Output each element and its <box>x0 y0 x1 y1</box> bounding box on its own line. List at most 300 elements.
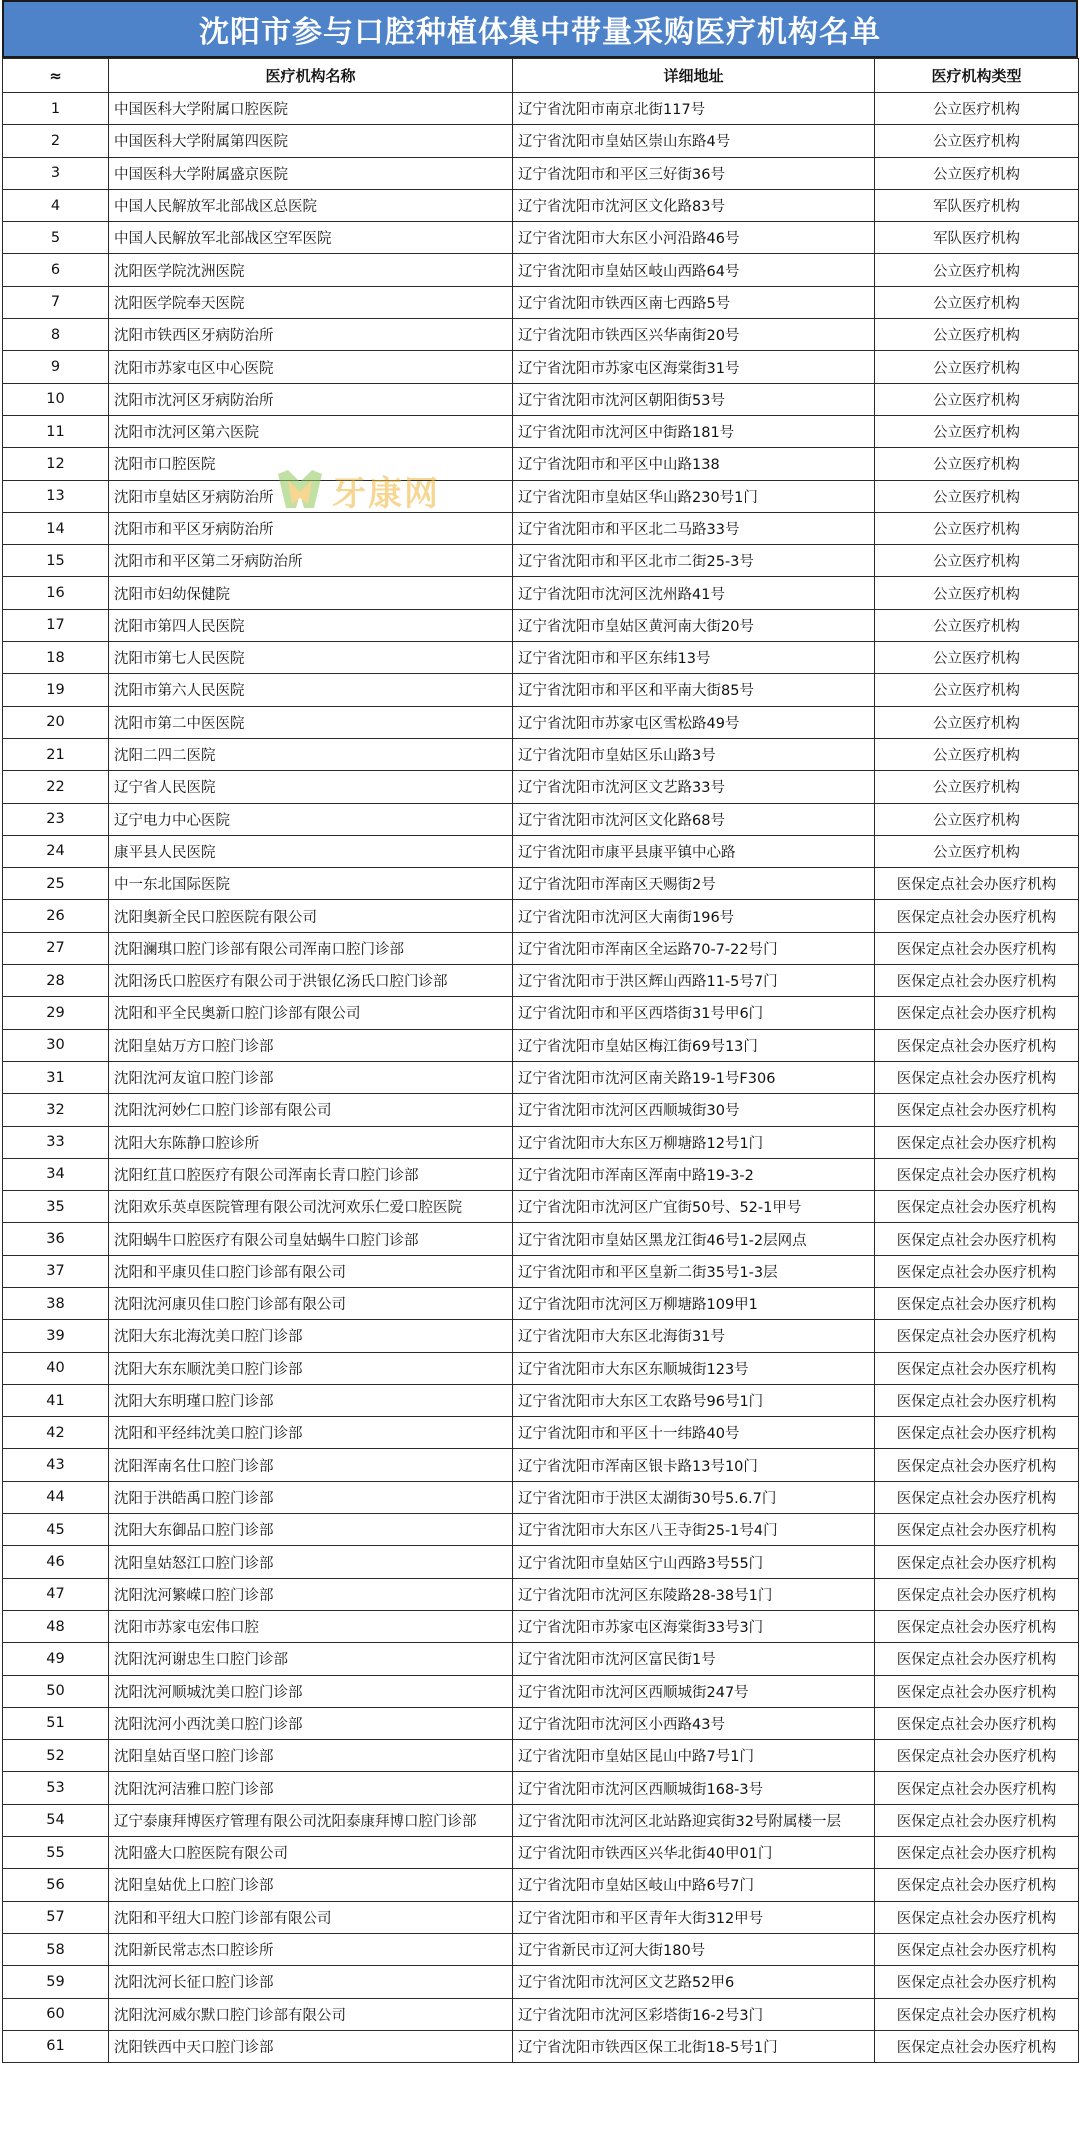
institution-name: 沈阳市第六人民医院 <box>109 674 513 706</box>
row-number: 32 <box>3 1094 109 1126</box>
row-number: 36 <box>3 1223 109 1255</box>
row-number: 1 <box>3 93 109 125</box>
row-number: 8 <box>3 319 109 351</box>
table-row <box>3 1223 1079 1255</box>
institution-name: 沈阳市第七人民医院 <box>109 642 513 674</box>
institution-type: 公立医疗机构 <box>875 738 1079 770</box>
institution-address: 辽宁省沈阳市沈河区西顺城街168-3号 <box>513 1772 875 1804</box>
table-row <box>3 1772 1079 1804</box>
institution-address: 辽宁省沈阳市大东区八王寺街25-1号4门 <box>513 1514 875 1546</box>
row-number: 47 <box>3 1578 109 1610</box>
institution-name: 沈阳市沈河区牙病防治所 <box>109 383 513 415</box>
institution-address: 辽宁省沈阳市沈河区广宜街50号、52-1甲号 <box>513 1191 875 1223</box>
institution-name: 中国医科大学附属第四医院 <box>109 125 513 157</box>
table-row <box>3 1514 1079 1546</box>
institution-type: 医保定点社会办医疗机构 <box>875 1449 1079 1481</box>
institution-type: 医保定点社会办医疗机构 <box>875 1061 1079 1093</box>
row-number: 57 <box>3 1901 109 1933</box>
institution-address: 辽宁省沈阳市皇姑区黄河南大街20号 <box>513 609 875 641</box>
institution-type: 医保定点社会办医疗机构 <box>875 1578 1079 1610</box>
institution-address: 辽宁省沈阳市皇姑区黑龙江街46号1-2层网点 <box>513 1223 875 1255</box>
institution-type: 公立医疗机构 <box>875 545 1079 577</box>
table-row <box>3 1061 1079 1093</box>
institution-type: 医保定点社会办医疗机构 <box>875 1029 1079 1061</box>
institution-type: 公立医疗机构 <box>875 448 1079 480</box>
row-number: 31 <box>3 1061 109 1093</box>
page-title: 沈阳市参与口腔种植体集中带量采购医疗机构名单 <box>2 0 1078 58</box>
institution-type: 医保定点社会办医疗机构 <box>875 1287 1079 1319</box>
table-row <box>3 157 1079 189</box>
institution-name: 康平县人民医院 <box>109 835 513 867</box>
table-row <box>3 1158 1079 1190</box>
table-row <box>3 254 1079 286</box>
row-number: 9 <box>3 351 109 383</box>
column-header-address: 详细地址 <box>513 59 875 93</box>
row-number: 52 <box>3 1740 109 1772</box>
row-number: 58 <box>3 1933 109 1965</box>
institution-address: 辽宁省沈阳市和平区三好街36号 <box>513 157 875 189</box>
table-row <box>3 1352 1079 1384</box>
table-row <box>3 900 1079 932</box>
institution-address: 辽宁省沈阳市浑南区银卡路13号10门 <box>513 1449 875 1481</box>
institution-address: 辽宁省沈阳市苏家屯区海棠街33号3门 <box>513 1610 875 1642</box>
row-number: 6 <box>3 254 109 286</box>
institution-type: 医保定点社会办医疗机构 <box>875 1546 1079 1578</box>
row-number: 29 <box>3 997 109 1029</box>
table-row <box>3 803 1079 835</box>
table-row <box>3 319 1079 351</box>
row-number: 53 <box>3 1772 109 1804</box>
table-row <box>3 1998 1079 2030</box>
row-number: 15 <box>3 545 109 577</box>
institution-name: 沈阳市第四人民医院 <box>109 609 513 641</box>
table-row <box>3 1707 1079 1739</box>
institution-type: 医保定点社会办医疗机构 <box>875 1384 1079 1416</box>
row-number: 16 <box>3 577 109 609</box>
row-number: 3 <box>3 157 109 189</box>
institution-name: 沈阳市皇姑区牙病防治所 <box>109 480 513 512</box>
institution-name: 沈阳大东明瑾口腔门诊部 <box>109 1384 513 1416</box>
institution-address: 辽宁省沈阳市浑南区天赐街2号 <box>513 868 875 900</box>
row-number: 10 <box>3 383 109 415</box>
row-number: 40 <box>3 1352 109 1384</box>
institution-type: 公立医疗机构 <box>875 674 1079 706</box>
table-row <box>3 868 1079 900</box>
institution-name: 沈阳浑南名仕口腔门诊部 <box>109 1449 513 1481</box>
institution-name: 沈阳大东御品口腔门诊部 <box>109 1514 513 1546</box>
institution-address: 辽宁省沈阳市皇姑区岐山西路64号 <box>513 254 875 286</box>
institution-address: 辽宁省沈阳市和平区北二马路33号 <box>513 512 875 544</box>
institution-name: 沈阳市苏家屯宏伟口腔 <box>109 1610 513 1642</box>
row-number: 14 <box>3 512 109 544</box>
institution-type: 公立医疗机构 <box>875 125 1079 157</box>
table-row <box>3 1320 1079 1352</box>
institution-type: 公立医疗机构 <box>875 157 1079 189</box>
institution-address: 辽宁省沈阳市于洪区辉山西路11-5号7门 <box>513 965 875 997</box>
institution-name: 沈阳沈河顺城沈美口腔门诊部 <box>109 1675 513 1707</box>
table-row <box>3 415 1079 447</box>
institution-address: 辽宁省沈阳市皇姑区岐山中路6号7门 <box>513 1869 875 1901</box>
column-header-name: 医疗机构名称 <box>109 59 513 93</box>
institution-name: 沈阳皇姑万方口腔门诊部 <box>109 1029 513 1061</box>
institution-type: 医保定点社会办医疗机构 <box>875 1481 1079 1513</box>
table-row <box>3 1901 1079 1933</box>
row-number: 60 <box>3 1998 109 2030</box>
table-row <box>3 1869 1079 1901</box>
institution-type: 医保定点社会办医疗机构 <box>875 1901 1079 1933</box>
table-row <box>3 674 1079 706</box>
institution-type: 医保定点社会办医疗机构 <box>875 2030 1079 2062</box>
institution-name: 沈阳皇姑优上口腔门诊部 <box>109 1869 513 1901</box>
institution-address: 辽宁省沈阳市沈河区文化路68号 <box>513 803 875 835</box>
institution-type: 医保定点社会办医疗机构 <box>875 932 1079 964</box>
column-header-type: 医疗机构类型 <box>875 59 1079 93</box>
institution-name: 沈阳沈河洁雅口腔门诊部 <box>109 1772 513 1804</box>
row-number: 35 <box>3 1191 109 1223</box>
row-number: 12 <box>3 448 109 480</box>
institution-type: 医保定点社会办医疗机构 <box>875 1514 1079 1546</box>
institution-address: 辽宁省沈阳市沈河区西顺城街30号 <box>513 1094 875 1126</box>
institution-type: 医保定点社会办医疗机构 <box>875 1320 1079 1352</box>
table-body <box>3 93 1079 2063</box>
table-row <box>3 932 1079 964</box>
institution-type: 公立医疗机构 <box>875 609 1079 641</box>
row-number: 26 <box>3 900 109 932</box>
institution-type: 医保定点社会办医疗机构 <box>875 1869 1079 1901</box>
table-row <box>3 997 1079 1029</box>
row-number: 7 <box>3 286 109 318</box>
institution-name: 沈阳市苏家屯区中心医院 <box>109 351 513 383</box>
institution-type: 军队医疗机构 <box>875 189 1079 221</box>
row-number: 11 <box>3 415 109 447</box>
table-row <box>3 1966 1079 1998</box>
row-number: 37 <box>3 1255 109 1287</box>
column-header-number: ≈ <box>3 59 109 93</box>
institution-name: 辽宁泰康拜博医疗管理有限公司沈阳泰康拜博口腔门诊部 <box>109 1804 513 1836</box>
table-row <box>3 706 1079 738</box>
institution-name: 中国医科大学附属盛京医院 <box>109 157 513 189</box>
institution-address: 辽宁省沈阳市和平区东纬13号 <box>513 642 875 674</box>
table-row <box>3 965 1079 997</box>
row-number: 42 <box>3 1417 109 1449</box>
institution-name: 沈阳于洪皓禹口腔门诊部 <box>109 1481 513 1513</box>
table-row <box>3 545 1079 577</box>
institution-address: 辽宁省新民市辽河大街180号 <box>513 1933 875 1965</box>
institution-address: 辽宁省沈阳市沈河区沈州路41号 <box>513 577 875 609</box>
table-row <box>3 1094 1079 1126</box>
row-number: 13 <box>3 480 109 512</box>
institution-address: 辽宁省沈阳市于洪区太湖街30号5.6.7门 <box>513 1481 875 1513</box>
header-row <box>3 59 1079 93</box>
institution-name: 沈阳大东陈静口腔诊所 <box>109 1126 513 1158</box>
row-number: 22 <box>3 771 109 803</box>
institution-name: 沈阳沈河康贝佳口腔门诊部有限公司 <box>109 1287 513 1319</box>
institution-name: 中国人民解放军北部战区空军医院 <box>109 222 513 254</box>
institution-type: 医保定点社会办医疗机构 <box>875 1158 1079 1190</box>
institution-type: 医保定点社会办医疗机构 <box>875 1837 1079 1869</box>
table-row <box>3 512 1079 544</box>
row-number: 39 <box>3 1320 109 1352</box>
institution-name: 沈阳市铁西区牙病防治所 <box>109 319 513 351</box>
table-row <box>3 480 1079 512</box>
institution-type: 医保定点社会办医疗机构 <box>875 1966 1079 1998</box>
institution-address: 辽宁省沈阳市皇姑区华山路230号1门 <box>513 480 875 512</box>
institution-name: 沈阳沈河友谊口腔门诊部 <box>109 1061 513 1093</box>
row-number: 54 <box>3 1804 109 1836</box>
table-row <box>3 1804 1079 1836</box>
institution-type: 公立医疗机构 <box>875 835 1079 867</box>
institution-name: 沈阳和平康贝佳口腔门诊部有限公司 <box>109 1255 513 1287</box>
institution-name: 沈阳市和平区牙病防治所 <box>109 512 513 544</box>
institution-type: 公立医疗机构 <box>875 254 1079 286</box>
institution-type: 公立医疗机构 <box>875 512 1079 544</box>
institution-name: 沈阳新民常志杰口腔诊所 <box>109 1933 513 1965</box>
table-row <box>3 577 1079 609</box>
institution-name: 沈阳奥新全民口腔医院有限公司 <box>109 900 513 932</box>
institution-name: 沈阳和平全民奥新口腔门诊部有限公司 <box>109 997 513 1029</box>
table-row <box>3 286 1079 318</box>
table-row <box>3 771 1079 803</box>
row-number: 43 <box>3 1449 109 1481</box>
table-row <box>3 1255 1079 1287</box>
institution-type: 医保定点社会办医疗机构 <box>875 1191 1079 1223</box>
row-number: 23 <box>3 803 109 835</box>
institution-name: 沈阳沈河谢忠生口腔门诊部 <box>109 1643 513 1675</box>
institution-type: 公立医疗机构 <box>875 93 1079 125</box>
institution-address: 辽宁省沈阳市铁西区保工北街18-5号1门 <box>513 2030 875 2062</box>
table-header <box>3 59 1079 93</box>
table-row <box>3 448 1079 480</box>
institution-address: 辽宁省沈阳市大东区北海街31号 <box>513 1320 875 1352</box>
institution-name: 沈阳大东北海沈美口腔门诊部 <box>109 1320 513 1352</box>
institution-name: 沈阳市第二中医医院 <box>109 706 513 738</box>
institution-name: 沈阳沈河繁嵘口腔门诊部 <box>109 1578 513 1610</box>
institution-address: 辽宁省沈阳市浑南区浑南中路19-3-2 <box>513 1158 875 1190</box>
row-number: 50 <box>3 1675 109 1707</box>
row-number: 56 <box>3 1869 109 1901</box>
row-number: 49 <box>3 1643 109 1675</box>
institution-address: 辽宁省沈阳市沈河区朝阳街53号 <box>513 383 875 415</box>
table-row <box>3 1675 1079 1707</box>
institution-type: 医保定点社会办医疗机构 <box>875 900 1079 932</box>
table-row <box>3 1029 1079 1061</box>
institution-address: 辽宁省沈阳市皇姑区梅江街69号13门 <box>513 1029 875 1061</box>
institution-type: 公立医疗机构 <box>875 383 1079 415</box>
institution-address: 辽宁省沈阳市沈河区文艺路33号 <box>513 771 875 803</box>
institution-type: 医保定点社会办医疗机构 <box>875 965 1079 997</box>
row-number: 2 <box>3 125 109 157</box>
row-number: 51 <box>3 1707 109 1739</box>
row-number: 45 <box>3 1514 109 1546</box>
institution-type: 医保定点社会办医疗机构 <box>875 868 1079 900</box>
row-number: 61 <box>3 2030 109 2062</box>
institution-type: 公立医疗机构 <box>875 415 1079 447</box>
table-row <box>3 1546 1079 1578</box>
institution-type: 医保定点社会办医疗机构 <box>875 1804 1079 1836</box>
institution-name: 中国医科大学附属口腔医院 <box>109 93 513 125</box>
institution-type: 公立医疗机构 <box>875 351 1079 383</box>
institution-type: 医保定点社会办医疗机构 <box>875 1643 1079 1675</box>
institution-type: 医保定点社会办医疗机构 <box>875 1998 1079 2030</box>
institution-name: 沈阳市妇幼保健院 <box>109 577 513 609</box>
institution-address: 辽宁省沈阳市沈河区小西路43号 <box>513 1707 875 1739</box>
row-number: 59 <box>3 1966 109 1998</box>
institution-name: 沈阳二四二医院 <box>109 738 513 770</box>
institution-type: 医保定点社会办医疗机构 <box>875 997 1079 1029</box>
institution-address: 辽宁省沈阳市沈河区文艺路52甲6 <box>513 1966 875 1998</box>
institution-name: 沈阳市沈河区第六医院 <box>109 415 513 447</box>
row-number: 48 <box>3 1610 109 1642</box>
row-number: 27 <box>3 932 109 964</box>
table-row <box>3 383 1079 415</box>
institution-name: 沈阳医学院奉天医院 <box>109 286 513 318</box>
institution-name: 沈阳铁西中天口腔门诊部 <box>109 2030 513 2062</box>
institution-address: 辽宁省沈阳市和平区十一纬路40号 <box>513 1417 875 1449</box>
institution-type: 医保定点社会办医疗机构 <box>875 1675 1079 1707</box>
institution-type: 医保定点社会办医疗机构 <box>875 1740 1079 1772</box>
row-number: 5 <box>3 222 109 254</box>
institution-name: 中国人民解放军北部战区总医院 <box>109 189 513 221</box>
institution-name: 中一东北国际医院 <box>109 868 513 900</box>
institution-type: 公立医疗机构 <box>875 706 1079 738</box>
table-row <box>3 1384 1079 1416</box>
table-row <box>3 1578 1079 1610</box>
row-number: 44 <box>3 1481 109 1513</box>
institution-address: 辽宁省沈阳市和平区北市二街25-3号 <box>513 545 875 577</box>
institution-address: 辽宁省沈阳市和平区青年大街312甲号 <box>513 1901 875 1933</box>
row-number: 41 <box>3 1384 109 1416</box>
row-number: 55 <box>3 1837 109 1869</box>
table-row <box>3 642 1079 674</box>
row-number: 46 <box>3 1546 109 1578</box>
institution-name: 沈阳市和平区第二牙病防治所 <box>109 545 513 577</box>
institution-address: 辽宁省沈阳市铁西区兴华北街40甲01门 <box>513 1837 875 1869</box>
institution-name: 辽宁电力中心医院 <box>109 803 513 835</box>
institution-address: 辽宁省沈阳市南京北街117号 <box>513 93 875 125</box>
table-row <box>3 1191 1079 1223</box>
institution-address: 辽宁省沈阳市和平区和平南大街85号 <box>513 674 875 706</box>
table-row <box>3 1610 1079 1642</box>
table-row <box>3 351 1079 383</box>
institution-address: 辽宁省沈阳市和平区西塔街31号甲6门 <box>513 997 875 1029</box>
institution-address: 辽宁省沈阳市沈河区东陵路28-38号1门 <box>513 1578 875 1610</box>
table-row <box>3 1287 1079 1319</box>
institution-type: 公立医疗机构 <box>875 642 1079 674</box>
institution-name: 沈阳市口腔医院 <box>109 448 513 480</box>
institution-type: 医保定点社会办医疗机构 <box>875 1772 1079 1804</box>
institution-name: 沈阳和平经纬沈美口腔门诊部 <box>109 1417 513 1449</box>
institution-address: 辽宁省沈阳市康平县康平镇中心路 <box>513 835 875 867</box>
table-row <box>3 1933 1079 1965</box>
institution-address: 辽宁省沈阳市沈河区富民街1号 <box>513 1643 875 1675</box>
institution-address: 辽宁省沈阳市大东区小河沿路46号 <box>513 222 875 254</box>
institution-name: 沈阳沈河威尔默口腔门诊部有限公司 <box>109 1998 513 2030</box>
institution-name: 沈阳医学院沈洲医院 <box>109 254 513 286</box>
institution-type: 公立医疗机构 <box>875 577 1079 609</box>
row-number: 28 <box>3 965 109 997</box>
institution-type: 公立医疗机构 <box>875 771 1079 803</box>
row-number: 34 <box>3 1158 109 1190</box>
institution-address: 辽宁省沈阳市铁西区兴华南街20号 <box>513 319 875 351</box>
institution-name: 沈阳欢乐英卓医院管理有限公司沈河欢乐仁爱口腔医院 <box>109 1191 513 1223</box>
institution-name: 沈阳汤氏口腔医疗有限公司于洪银亿汤氏口腔门诊部 <box>109 965 513 997</box>
table-row <box>3 1481 1079 1513</box>
institution-name: 沈阳皇姑怒江口腔门诊部 <box>109 1546 513 1578</box>
institution-address: 辽宁省沈阳市沈河区中街路181号 <box>513 415 875 447</box>
table-row <box>3 2030 1079 2062</box>
institution-name: 辽宁省人民医院 <box>109 771 513 803</box>
institution-address: 辽宁省沈阳市和平区中山路138 <box>513 448 875 480</box>
row-number: 19 <box>3 674 109 706</box>
institution-type: 医保定点社会办医疗机构 <box>875 1255 1079 1287</box>
table-row <box>3 1417 1079 1449</box>
institution-type: 医保定点社会办医疗机构 <box>875 1094 1079 1126</box>
table-row <box>3 125 1079 157</box>
institution-type: 公立医疗机构 <box>875 803 1079 835</box>
institution-name: 沈阳和平纽大口腔门诊部有限公司 <box>109 1901 513 1933</box>
institution-type: 军队医疗机构 <box>875 222 1079 254</box>
row-number: 21 <box>3 738 109 770</box>
institution-type: 公立医疗机构 <box>875 480 1079 512</box>
institution-address: 辽宁省沈阳市大东区工农路号96号1门 <box>513 1384 875 1416</box>
row-number: 33 <box>3 1126 109 1158</box>
institution-address: 辽宁省沈阳市沈河区北站路迎宾街32号附属楼一层 <box>513 1804 875 1836</box>
institution-address: 辽宁省沈阳市和平区皇新二街35号1-3层 <box>513 1255 875 1287</box>
institution-type: 医保定点社会办医疗机构 <box>875 1933 1079 1965</box>
institution-address: 辽宁省沈阳市沈河区彩塔街16-2号3门 <box>513 1998 875 2030</box>
institution-type: 医保定点社会办医疗机构 <box>875 1223 1079 1255</box>
institution-address: 辽宁省沈阳市沈河区大南街196号 <box>513 900 875 932</box>
row-number: 38 <box>3 1287 109 1319</box>
institution-address: 辽宁省沈阳市沈河区文化路83号 <box>513 189 875 221</box>
institution-type: 公立医疗机构 <box>875 286 1079 318</box>
watermark-text: 牙康网 <box>332 474 440 514</box>
row-number: 25 <box>3 868 109 900</box>
institution-name: 沈阳红苴口腔医疗有限公司浑南长青口腔门诊部 <box>109 1158 513 1190</box>
institution-address: 辽宁省沈阳市沈河区西顺城街247号 <box>513 1675 875 1707</box>
table-row <box>3 1740 1079 1772</box>
institution-table <box>2 58 1079 2063</box>
institution-type: 医保定点社会办医疗机构 <box>875 1417 1079 1449</box>
table-row <box>3 1126 1079 1158</box>
institution-type: 医保定点社会办医疗机构 <box>875 1707 1079 1739</box>
institution-type: 医保定点社会办医疗机构 <box>875 1126 1079 1158</box>
row-number: 4 <box>3 189 109 221</box>
institution-address: 辽宁省沈阳市沈河区南关路19-1号F306 <box>513 1061 875 1093</box>
table-row <box>3 609 1079 641</box>
institution-address: 辽宁省沈阳市大东区东顺城街123号 <box>513 1352 875 1384</box>
institution-address: 辽宁省沈阳市皇姑区崇山东路4号 <box>513 125 875 157</box>
institution-type: 医保定点社会办医疗机构 <box>875 1352 1079 1384</box>
institution-address: 辽宁省沈阳市皇姑区宁山西路3号55门 <box>513 1546 875 1578</box>
institution-name: 沈阳沈河小西沈美口腔门诊部 <box>109 1707 513 1739</box>
table-row <box>3 222 1079 254</box>
institution-address: 辽宁省沈阳市浑南区全运路70-7-22号门 <box>513 932 875 964</box>
table-row <box>3 1449 1079 1481</box>
row-number: 20 <box>3 706 109 738</box>
institution-address: 辽宁省沈阳市苏家屯区雪松路49号 <box>513 706 875 738</box>
institution-type: 医保定点社会办医疗机构 <box>875 1610 1079 1642</box>
institution-address: 辽宁省沈阳市皇姑区昆山中路7号1门 <box>513 1740 875 1772</box>
institution-name: 沈阳澜琪口腔门诊部有限公司浑南口腔门诊部 <box>109 932 513 964</box>
table-row <box>3 189 1079 221</box>
institution-list-sheet <box>2 0 1078 2063</box>
institution-address: 辽宁省沈阳市苏家屯区海棠街31号 <box>513 351 875 383</box>
institution-type: 公立医疗机构 <box>875 319 1079 351</box>
row-number: 17 <box>3 609 109 641</box>
table-row <box>3 1643 1079 1675</box>
institution-address: 辽宁省沈阳市大东区万柳塘路12号1门 <box>513 1126 875 1158</box>
